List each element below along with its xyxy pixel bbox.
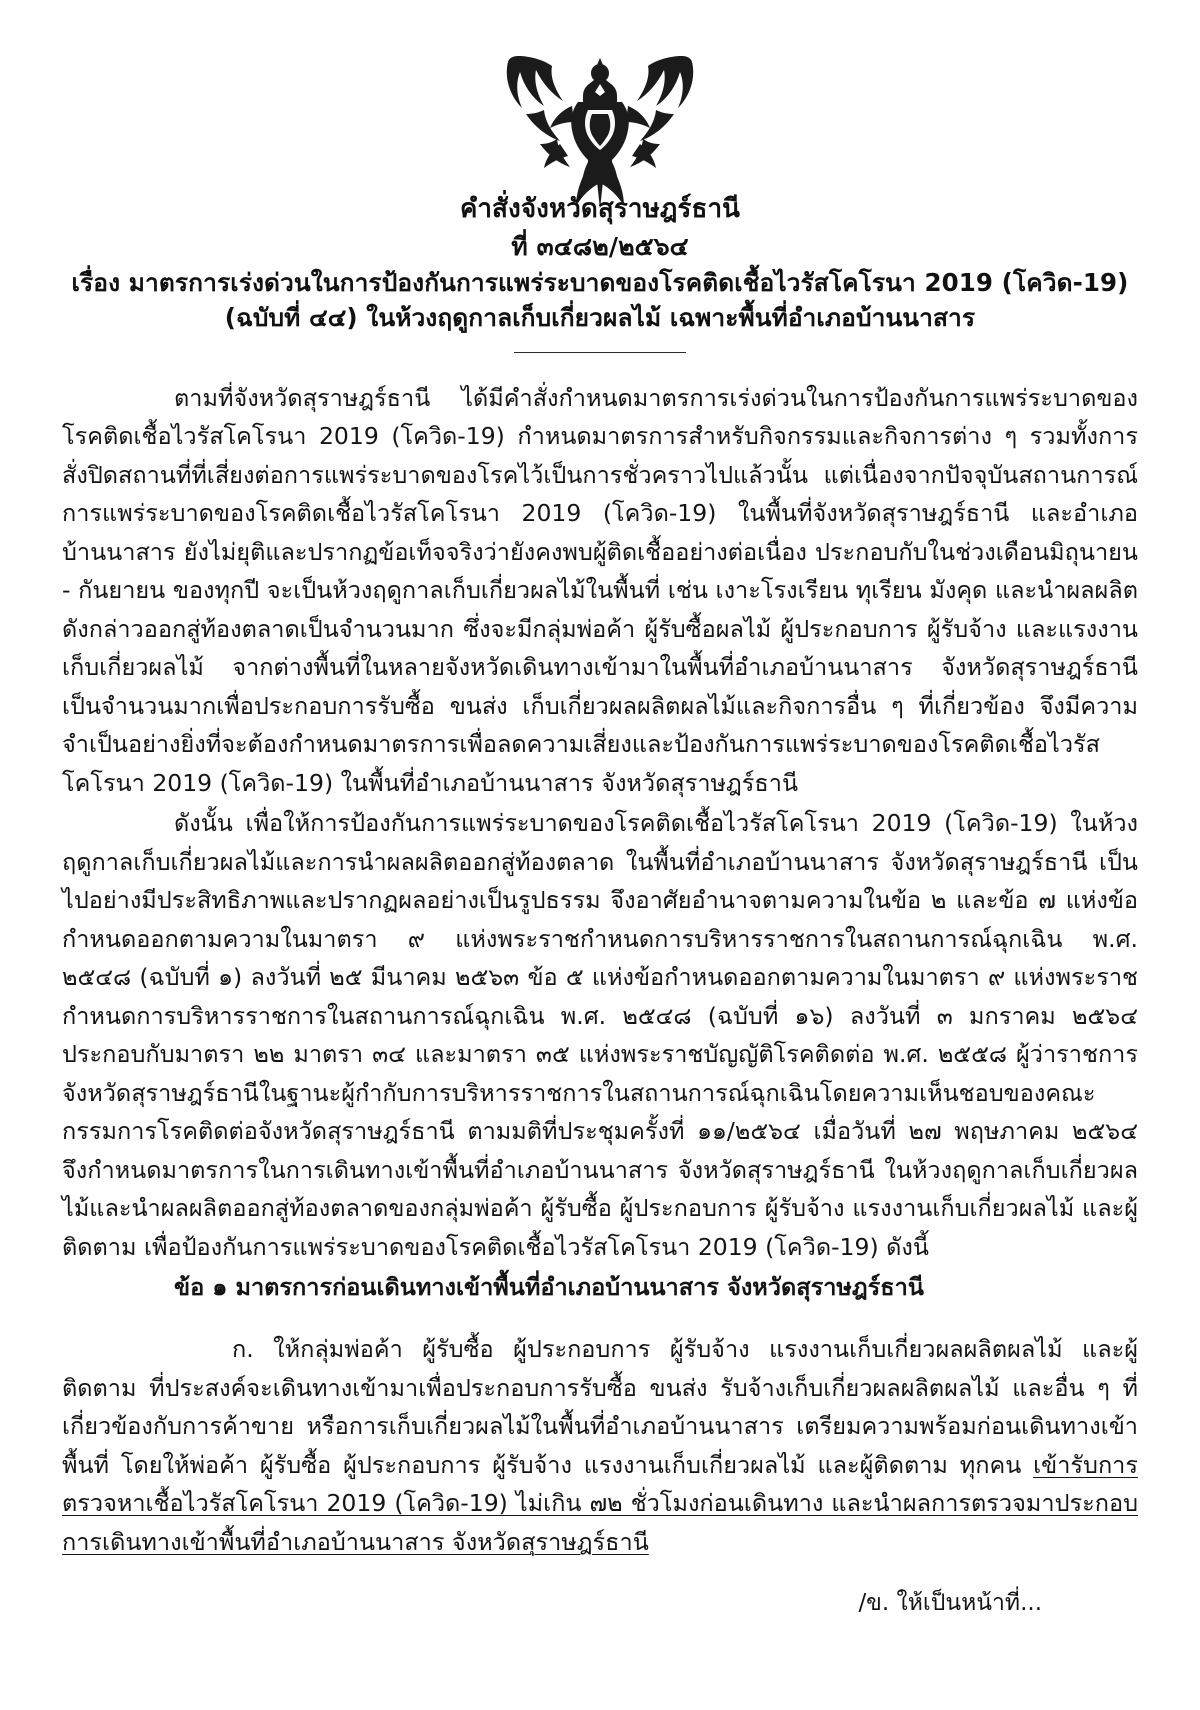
- clause-1-heading: ข้อ ๑ มาตรการก่อนเดินทางเข้าพื้นที่อำเภอบ้านนาสาร จังหวัดสุราษฎร์ธานี: [174, 1273, 924, 1302]
- title-divider: [514, 352, 686, 353]
- order-title: คำสั่งจังหวัดสุราษฎร์ธานี: [459, 194, 741, 224]
- order-subject-line-1: เรื่อง มาตรการเร่งด่วนในการป้องกันการแพร่ระบาดของโรคติดเชื้อไวรัสโคโรนา 2019 (โควิด-19): [71, 267, 1129, 297]
- clause-1-item-a: [62, 1330, 1138, 1561]
- page-continuation-note: /ข. ให้เป็นหน้าที่...: [858, 1589, 1042, 1616]
- document-title-block: [0, 191, 1200, 353]
- paragraph-authority: ดังนั้น เพื่อให้การป้องกันการแพร่ระบาดของโรคติดเชื้อไวรัสโคโรนา 2019 (โควิด-19) ในห้วงฤดูกาลเก็บเกี่ยวผลไม้และการนำผลผลิตออกสู่ท้องตลาด ในพื้นที่อำเภอบ้านนาสาร จังหวัดสุราษฎร์ธานี เป็นไปอย่างมีประสิทธิภาพและปรากฏผลอย่างเป็นรูปธรรม จึงอาศัยอำนาจตามความในข้อ ๒ และข้อ ๗ แห่งข้อกำหนดออกตามความในมาตรา ๙ แห่งพระราชกำหนดการบริหารราชการในสถานการณ์ฉุกเฉิน พ.ศ. ๒๕๔๘ (ฉบับที่ ๑) ลงวันที่ ๒๕ มีนาคม ๒๕๖๓ ข้อ ๕ แห่งข้อกำหนดออกตามความในมาตรา ๙ แห่งพระราชกำหนดการบริหารราชการในสถานการณ์ฉุกเฉิน พ.ศ. ๒๕๔๘ (ฉบับที่ ๑๖) ลงวันที่ ๓ มกราคม ๒๕๖๔ ประกอบกับมาตรา ๒๒ มาตรา ๓๔ และมาตรา ๓๕ แห่งพระราชบัญญัติโรคติดต่อ พ.ศ. ๒๕๕๘ ผู้ว่าราชการจังหวัดสุราษฎร์ธานีในฐานะผู้กำกับการบริหารราชการในสถานการณ์ฉุกเฉินโดยความเห็นชอบของคณะกรรมการโรคติดต่อจังหวัดสุราษฎร์ธานี ตามมติที่ประชุมครั้งที่ ๑๑/๒๕๖๔ เมื่อวันที่ ๒๗ พฤษภาคม ๒๕๖๔ จึงกำหนดมาตรการในการเดินทางเข้าพื้นที่อำเภอบ้านนาสาร จังหวัดสุราษฎร์ธานี ในห้วงฤดูกาลเก็บเกี่ยวผลไม้และนำผลผลิตออกสู่ท้องตลาดของกลุ่มพ่อค้า ผู้รับซื้อ ผู้ประกอบการ ผู้รับจ้าง แรงงานเก็บเกี่ยวผลไม้ และผู้ติดตาม เพื่อป้องกันการแพร่ระบาดของโรคติดเชื้อไวรัสโคโรนา 2019 (โควิด-19) ดังนี้: [62, 809, 1138, 1261]
- clause-1-item-a-text: ก. ให้กลุ่มพ่อค้า ผู้รับซื้อ ผู้ประกอบการ ผู้รับจ้าง แรงงานเก็บเกี่ยวผลผลิตผลไม้ และผู้ติดตาม ที่ประสงค์จะเดินทางเข้ามาเพื่อประกอบการรับซื้อ ขนส่ง รับจ้างเก็บเกี่ยวผลผลิตผลไม้ และอื่น ๆ ที่เกี่ยวข้องกับการค้าขาย หรือการเก็บเกี่ยวผลไม้ในพื้นที่อำเภอบ้านนาสาร เตรียมความพร้อมก่อนเดินทางเข้าพื้นที่ โดยให้พ่อค้า ผู้รับซื้อ ผู้ประกอบการ ผู้รับจ้าง แรงงานเก็บเกี่ยวผลไม้ และผู้ติดตาม ทุกคน: [62, 1335, 1138, 1479]
- garuda-emblem: [500, 44, 700, 214]
- emblem-container: [0, 0, 1200, 185]
- order-subject-line-2: (ฉบับที่ ๔๔) ในห้วงฤดูกาลเก็บเกี่ยวผลไม้ เฉพาะพื้นที่อำเภอบ้านนาสาร: [224, 303, 976, 333]
- order-number: ที่ ๓๔๘๒/๒๕๖๔: [511, 231, 689, 261]
- clause-1-item-a-underlined: เข้ารับการตรวจหาเชื้อไวรัสโคโรนา 2019 (โควิด-19) ไม่เกิน ๗๒ ชั่วโมงก่อนเดินทาง และนำผลการตรวจมาประกอบการเดินทางเข้าพื้นที่อำเภอบ้านนาสาร จังหวัดสุราษฎร์ธานี: [62, 1450, 1138, 1556]
- document-body: [62, 379, 1138, 1562]
- paragraph-background: ตามที่จังหวัดสุราษฎร์ธานี ได้มีคำสั่งกำหนดมาตรการเร่งด่วนในการป้องกันการแพร่ระบาดของโรคติดเชื้อไวรัสโคโรนา 2019 (โควิด-19) กำหนดมาตรการสำหรับกิจกรรมและกิจการต่าง ๆ รวมทั้งการสั่งปิดสถานที่ที่เสี่ยงต่อการแพร่ระบาดของโรคไว้เป็นการชั่วคราวไปแล้วนั้น แต่เนื่องจากปัจจุบันสถานการณ์การแพร่ระบาดของโรคติดเชื้อไวรัสโคโรนา 2019 (โควิด-19) ในพื้นที่จังหวัดสุราษฎร์ธานี และอำเภอบ้านนาสาร ยังไม่ยุติและปรากฏข้อเท็จจริงว่ายังคงพบผู้ติดเชื้ออย่างต่อเนื่อง ประกอบกับในช่วงเดือนมิถุนายน - กันยายน ของทุกปี จะเป็นห้วงฤดูกาลเก็บเกี่ยวผลไม้ในพื้นที่ เช่น เงาะโรงเรียน ทุเรียน มังคุด และนำผลผลิตดังกล่าวออกสู่ท้องตลาดเป็นจำนวนมาก ซึ่งจะมีกลุ่มพ่อค้า ผู้รับซื้อผลไม้ ผู้ประกอบการ ผู้รับจ้าง และแรงงานเก็บเกี่ยวผลไม้ จากต่างพื้นที่ในหลายจังหวัดเดินทางเข้ามาในพื้นที่อำเภอบ้านนาสาร จังหวัดสุราษฎร์ธานี เป็นจำนวนมากเพื่อประกอบการรับซื้อ ขนส่ง เก็บเกี่ยวผลผลิตผลไม้และกิจการอื่น ๆ ที่เกี่ยวข้อง จึงมีความจำเป็นอย่างยิ่งที่จะต้องกำหนดมาตรการเพื่อลดความเสี่ยงและป้องกันการแพร่ระบาดของโรคติดเชื้อไวรัสโคโรนา 2019 (โควิด-19) ในพื้นที่อำเภอบ้านนาสาร จังหวัดสุราษฎร์ธานี: [62, 383, 1138, 797]
